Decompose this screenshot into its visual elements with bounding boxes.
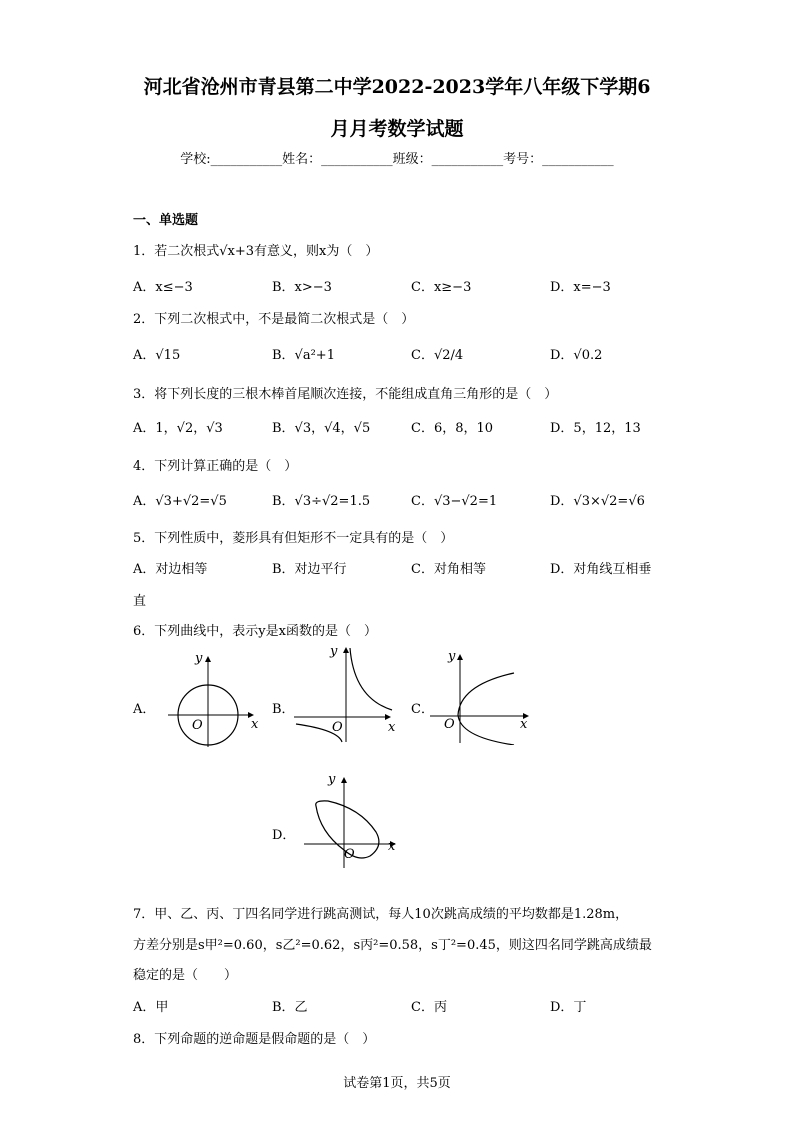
- student-info-line: 学校:___________姓名：___________班级：___________考号：___________: [180, 152, 614, 167]
- graph-d-y-label: y: [328, 772, 336, 787]
- question-2-option-b: B．√a²+1: [272, 348, 335, 363]
- question-5-option-a: A．对边相等: [133, 562, 208, 577]
- question-3-stem: 3．将下列长度的三根木棒首尾顺次连接，不能组成直角三角形的是（ ）: [133, 387, 558, 402]
- question-5-option-d-wrap: 直: [133, 594, 147, 609]
- graph-b-origin-label: O: [332, 720, 343, 735]
- question-4-option-c: C．√3−√2=1: [411, 494, 498, 509]
- question-3-option-c: C．6，8，10: [411, 421, 494, 436]
- graph-a-x-label: x: [251, 717, 259, 732]
- question-7-option-c: C．丙: [411, 1000, 447, 1015]
- page-footer: 试卷第1页，共5页: [343, 1076, 451, 1091]
- question-6-option-b: B．: [272, 702, 295, 717]
- graph-c-x-label: x: [520, 717, 528, 732]
- question-6-option-a: A．: [133, 702, 156, 717]
- question-4-option-b: B．√3÷√2=1.5: [272, 494, 371, 509]
- question-3-option-a: A．1，√2，√3: [133, 421, 223, 436]
- section-heading: 一、单选题: [133, 213, 199, 228]
- graph-b-x-label: x: [388, 720, 396, 735]
- question-7-line-1: 7．甲、乙、丙、丁四名同学进行跳高测试，每人10次跳高成绩的平均数都是1.28m，: [133, 907, 629, 922]
- question-2-option-a: A．√15: [133, 348, 181, 363]
- question-6-option-d: D．: [272, 828, 296, 843]
- question-4-stem: 4．下列计算正确的是（ ）: [133, 459, 298, 474]
- question-1-option-c: C．x≥−3: [411, 280, 472, 295]
- question-7-line-2: 方差分别是s甲²=0.60，s乙²=0.62，s丙²=0.58，s丁²=0.45，则这四名同学跳高成绩最: [133, 938, 652, 953]
- graph-d-closed-curve: [300, 770, 405, 870]
- graph-b-y-label: y: [330, 644, 338, 659]
- question-3-option-d: D．5，12，13: [550, 421, 641, 436]
- title-line-2: 月月考数学试题: [330, 118, 464, 140]
- question-8-stem: 8．下列命题的逆命题是假命题的是（ ）: [133, 1032, 376, 1047]
- question-1-option-b: B．x>−3: [272, 280, 332, 295]
- graph-b-hyperbola: [290, 642, 405, 744]
- question-2-option-d: D．√0.2: [550, 348, 603, 363]
- title-line-1: 河北省沧州市青县第二中学2022-2023学年八年级下学期6: [143, 76, 651, 98]
- question-7-line-3: 稳定的是（ ）: [133, 968, 238, 983]
- question-3-option-b: B．√3，√4，√5: [272, 421, 371, 436]
- graph-d-x-label: x: [388, 839, 396, 854]
- question-4-option-d: D．√3×√2=√6: [550, 494, 645, 509]
- question-5-stem: 5．下列性质中，菱形具有但矩形不一定具有的是（ ）: [133, 531, 454, 546]
- question-1-option-a: A．x≤−3: [133, 280, 193, 295]
- question-7-option-a: A．甲: [133, 1000, 169, 1015]
- graph-c-parabola: [428, 645, 533, 745]
- question-1-stem: 1．若二次根式√x+3有意义，则x为（ ）: [133, 244, 379, 259]
- question-6-option-c: C．: [411, 702, 434, 717]
- question-5-option-d: D．对角线互相垂: [550, 562, 652, 577]
- question-2-stem: 2．下列二次根式中，不是最简二次根式是（ ）: [133, 312, 415, 327]
- question-6-stem: 6．下列曲线中，表示y是x函数的是（ ）: [133, 624, 377, 639]
- question-1-option-d: D．x=−3: [550, 280, 611, 295]
- graph-c-origin-label: O: [444, 717, 455, 732]
- graph-a-y-label: y: [195, 651, 203, 666]
- question-4-option-a: A．√3+√2=√5: [133, 494, 227, 509]
- graph-a-circle: [168, 645, 268, 750]
- question-5-option-c: C．对角相等: [411, 562, 486, 577]
- graph-d-origin-label: O: [344, 847, 355, 862]
- graph-c-y-label: y: [448, 649, 456, 664]
- question-5-option-b: B．对边平行: [272, 562, 347, 577]
- question-7-option-b: B．乙: [272, 1000, 308, 1015]
- question-7-option-d: D．丁: [550, 1000, 587, 1015]
- question-2-option-c: C．√2/4: [411, 348, 464, 363]
- graph-a-origin-label: O: [192, 718, 203, 733]
